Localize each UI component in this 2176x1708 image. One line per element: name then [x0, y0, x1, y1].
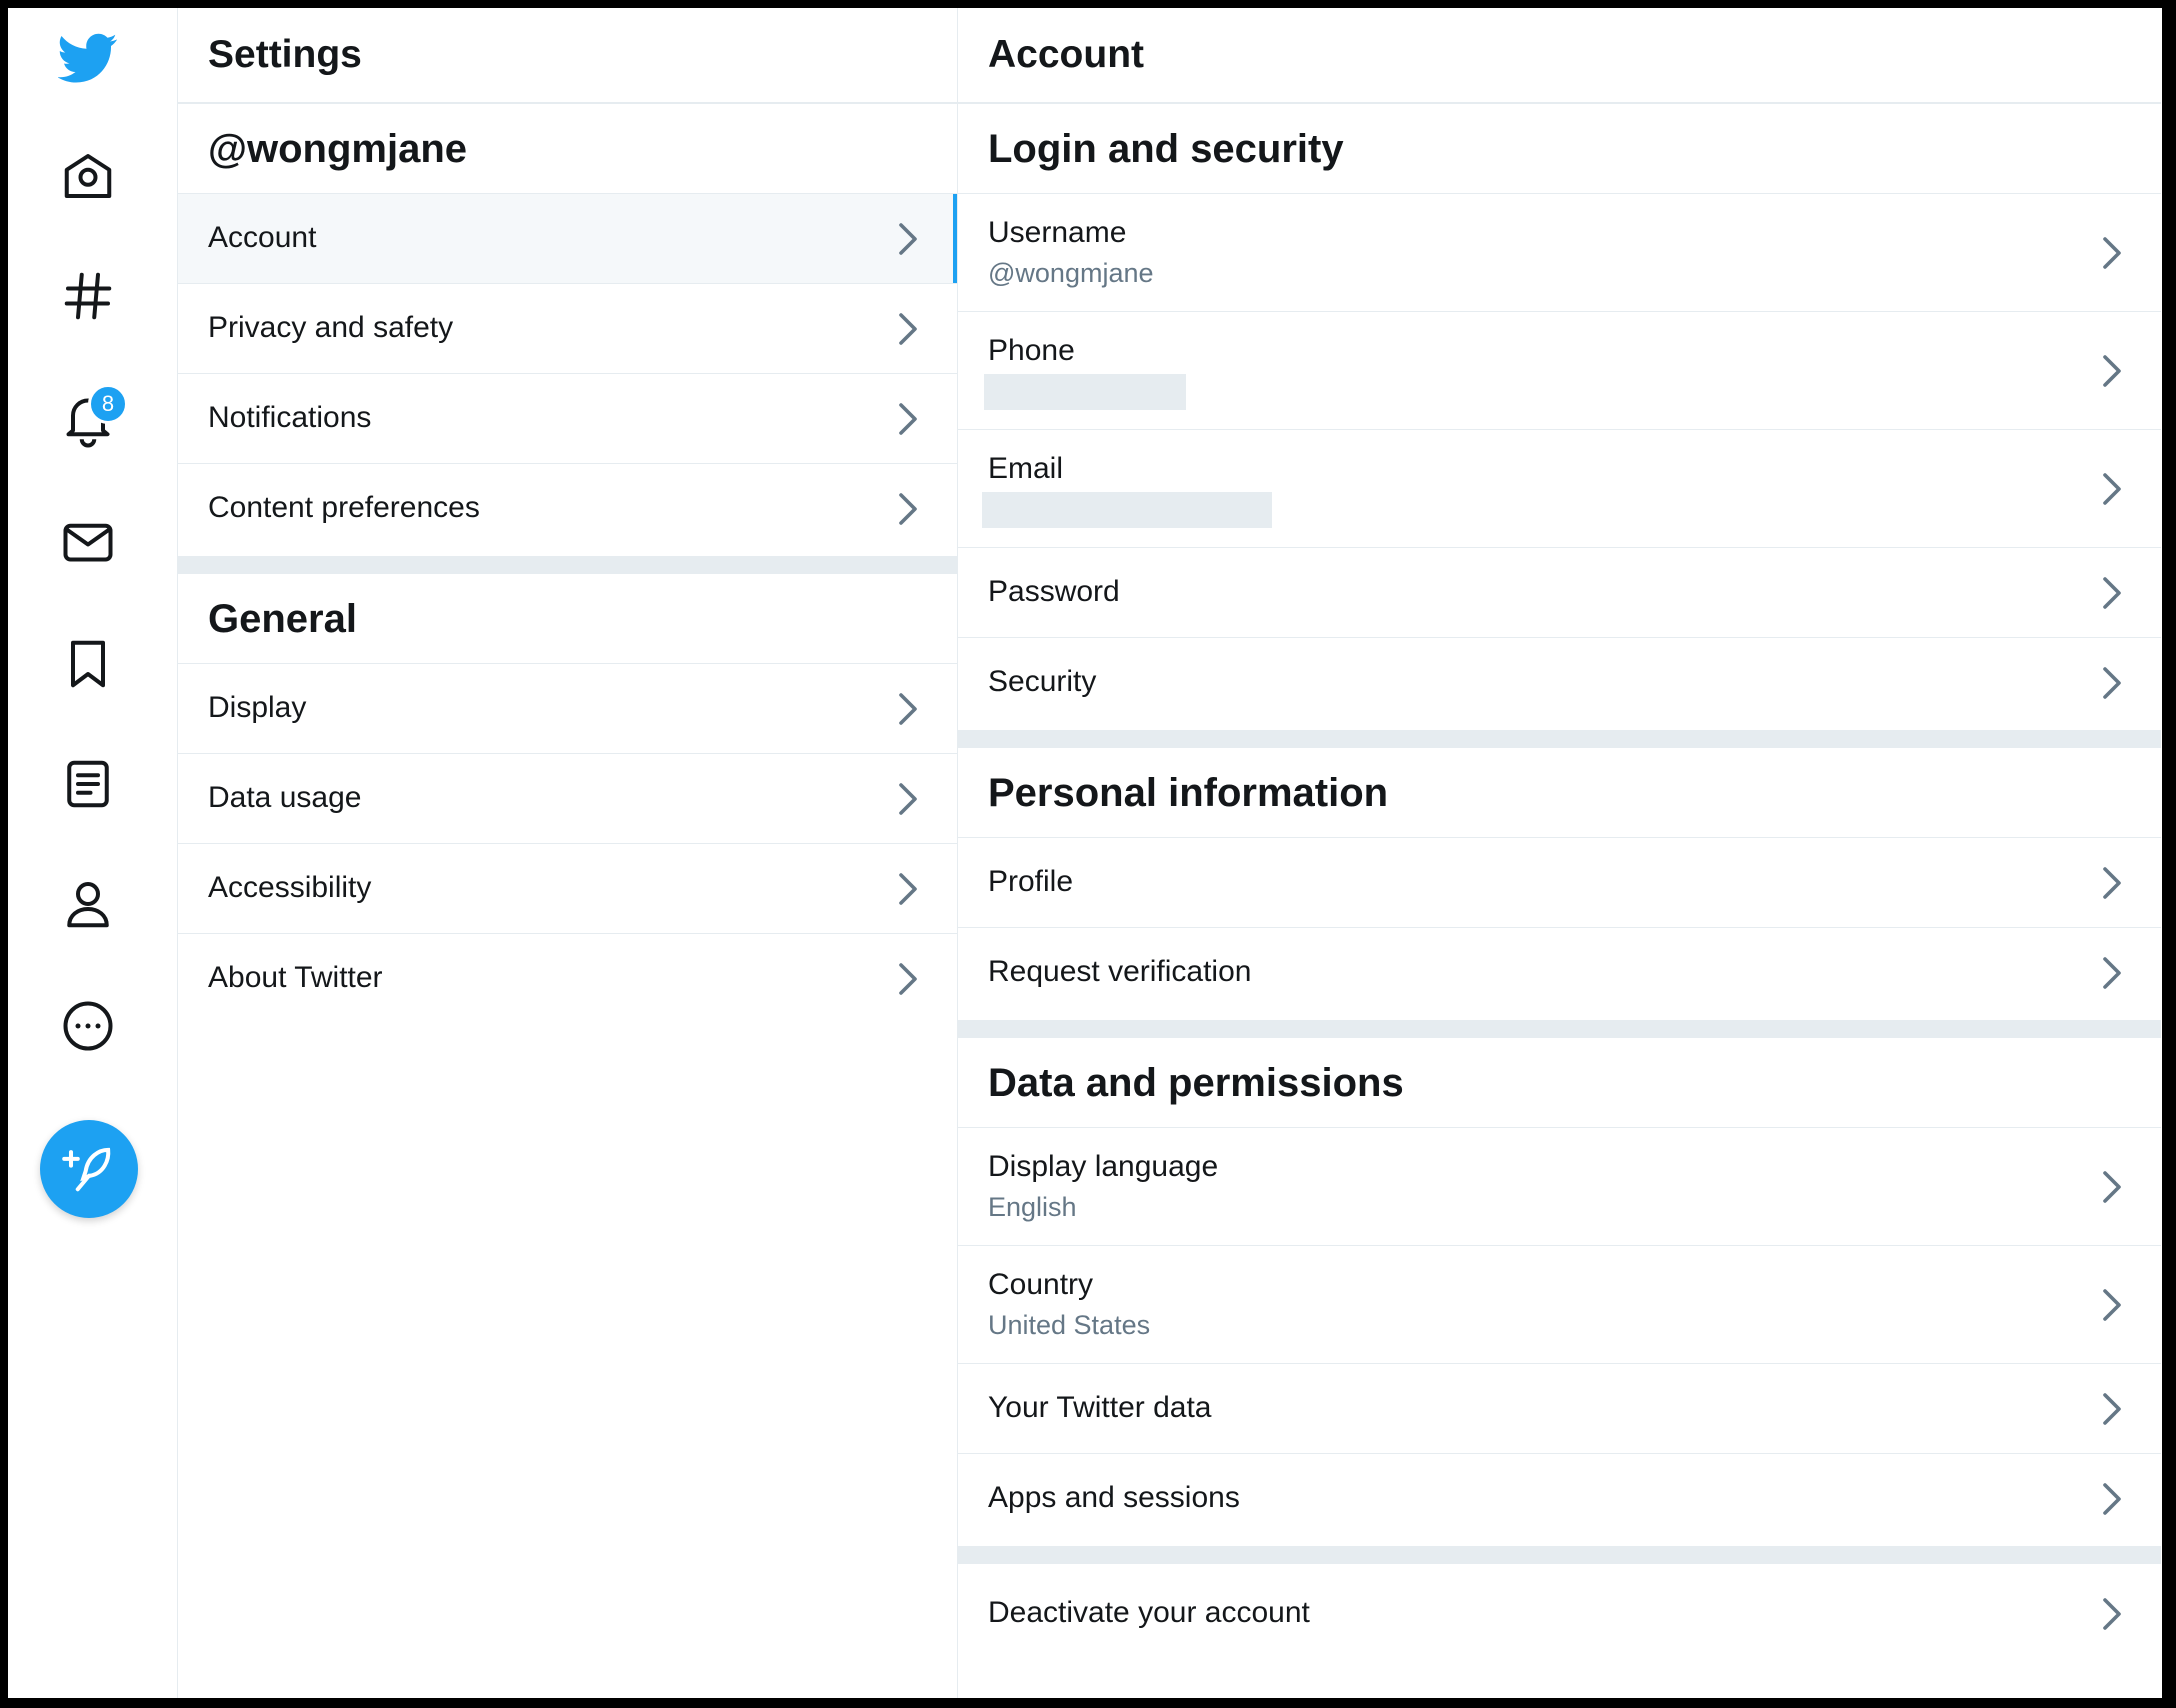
settings-handle: @wongmjane: [178, 104, 957, 194]
chevron-right-icon: [2099, 575, 2125, 611]
bell-icon[interactable]: [58, 388, 118, 448]
account-item-label: Display language: [988, 1150, 1219, 1183]
settings-item-display[interactable]: [178, 664, 957, 754]
account-item-request-verification[interactable]: [958, 928, 2161, 1020]
account-item-password[interactable]: [958, 548, 2161, 638]
account-item-country[interactable]: [958, 1246, 2161, 1364]
chevron-right-icon: [2099, 1596, 2125, 1632]
account-item-twitter-data[interactable]: [958, 1364, 2161, 1454]
notification-badge: 8: [88, 384, 128, 424]
settings-item-notifications[interactable]: [178, 374, 957, 464]
account-item-label: Security: [988, 665, 1097, 698]
settings-item-about[interactable]: [178, 934, 957, 1026]
chevron-right-icon: [2099, 471, 2125, 507]
account-item-label: Phone: [988, 334, 1075, 367]
twitter-bird-icon[interactable]: [58, 28, 118, 88]
chevron-right-icon: [2099, 235, 2125, 271]
settings-item-accessibility[interactable]: [178, 844, 957, 934]
home-icon[interactable]: [58, 146, 118, 206]
section-divider: [958, 1546, 2161, 1564]
account-item-label: Email: [988, 452, 1064, 485]
account-item-label: Profile: [988, 865, 1074, 898]
settings-item-data-usage[interactable]: [178, 754, 957, 844]
person-icon[interactable]: [58, 874, 118, 934]
account-item-deactivate[interactable]: [958, 1564, 2161, 1656]
account-item-username[interactable]: [958, 194, 2161, 312]
account-item-email[interactable]: [958, 430, 2161, 548]
account-item-apps-sessions[interactable]: [958, 1454, 2161, 1546]
account-item-profile[interactable]: [958, 838, 2161, 928]
chevron-right-icon: [895, 781, 921, 817]
chevron-right-icon: [2099, 955, 2125, 991]
settings-item-label: Content preferences: [208, 491, 480, 524]
hashtag-icon[interactable]: [58, 266, 118, 326]
chevron-right-icon: [895, 961, 921, 997]
settings-item-label: Privacy and safety: [208, 311, 454, 344]
chevron-right-icon: [895, 401, 921, 437]
chevron-right-icon: [2099, 1169, 2125, 1205]
chevron-right-icon: [895, 311, 921, 347]
username-value: @wongmjane: [988, 258, 1154, 288]
chevron-right-icon: [895, 871, 921, 907]
settings-item-label: Display: [208, 691, 307, 724]
country-value: United States: [988, 1310, 1151, 1340]
chevron-right-icon: [2099, 865, 2125, 901]
chevron-right-icon: [2099, 1287, 2125, 1323]
settings-title: Settings: [178, 8, 957, 104]
settings-item-account[interactable]: [178, 194, 957, 284]
account-column: [958, 8, 2161, 1698]
list-icon[interactable]: [58, 754, 118, 814]
data-permissions-title: Data and permissions: [958, 1038, 2161, 1128]
settings-item-label: Notifications: [208, 401, 372, 434]
account-item-label: Username: [988, 216, 1127, 249]
settings-item-label: Account: [208, 221, 317, 254]
settings-item-label: Accessibility: [208, 871, 372, 904]
account-title: Account: [958, 8, 2161, 104]
section-divider: [958, 730, 2161, 748]
personal-info-title: Personal information: [958, 748, 2161, 838]
account-item-label: Deactivate your account: [988, 1596, 1310, 1629]
bookmark-icon[interactable]: [58, 634, 118, 694]
chevron-right-icon: [2099, 1391, 2125, 1427]
section-divider: [958, 1020, 2161, 1038]
settings-column: [178, 8, 958, 1698]
account-item-display-language[interactable]: [958, 1128, 2161, 1246]
chevron-right-icon: [2099, 1481, 2125, 1517]
account-item-label: Request verification: [988, 955, 1252, 988]
general-title: General: [178, 574, 957, 664]
more-icon[interactable]: [58, 996, 118, 1056]
email-value-redacted: [982, 492, 1272, 528]
chevron-right-icon: [895, 491, 921, 527]
settings-item-content-preferences[interactable]: [178, 464, 957, 556]
account-item-label: Apps and sessions: [988, 1481, 1240, 1514]
nav-rail: [8, 8, 178, 1698]
settings-item-privacy[interactable]: [178, 284, 957, 374]
section-divider: [178, 556, 957, 574]
envelope-icon[interactable]: [58, 512, 118, 572]
chevron-right-icon: [2099, 665, 2125, 701]
account-item-phone[interactable]: [958, 312, 2161, 430]
app-window: [8, 8, 2162, 1698]
account-item-label: Your Twitter data: [988, 1391, 1212, 1424]
login-security-title: Login and security: [958, 104, 2161, 194]
settings-item-label: About Twitter: [208, 961, 383, 994]
chevron-right-icon: [895, 221, 921, 257]
account-item-label: Country: [988, 1268, 1094, 1301]
settings-item-label: Data usage: [208, 781, 362, 814]
display-language-value: English: [988, 1192, 1077, 1222]
account-item-label: Password: [988, 575, 1120, 608]
phone-value-redacted: [984, 374, 1186, 410]
chevron-right-icon: [895, 691, 921, 727]
compose-button[interactable]: [40, 1120, 138, 1218]
account-item-security[interactable]: [958, 638, 2161, 730]
compose-icon: [62, 1142, 116, 1196]
chevron-right-icon: [2099, 353, 2125, 389]
